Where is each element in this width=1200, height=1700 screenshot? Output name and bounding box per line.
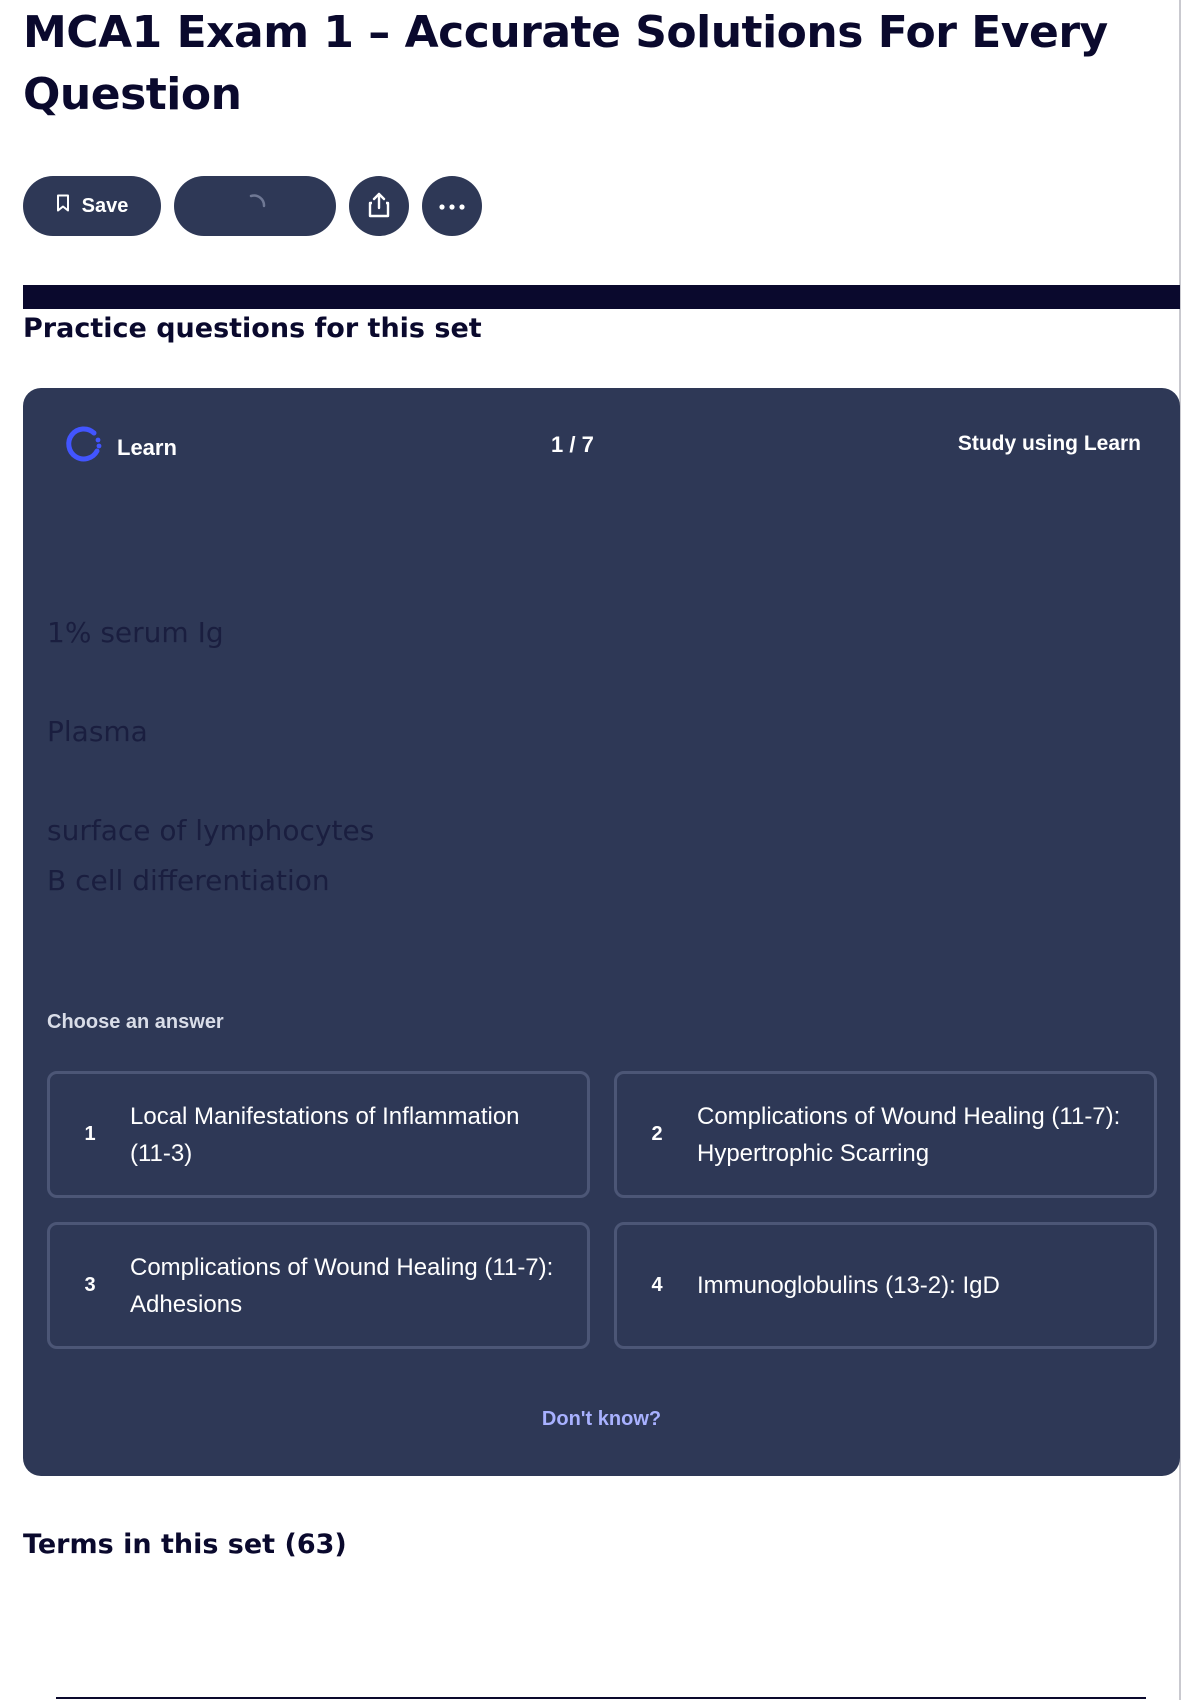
terms-divider xyxy=(56,1697,1146,1699)
learn-card xyxy=(23,388,1180,1476)
action-bar xyxy=(23,176,482,236)
study-using-learn-link[interactable]: Study using Learn xyxy=(957,432,1141,455)
answer-option-2[interactable] xyxy=(614,1071,1157,1198)
save-button-label: Save xyxy=(81,194,129,217)
question-prompt xyxy=(47,608,1147,906)
option-number: 1 xyxy=(84,1123,96,1145)
answer-option-3[interactable] xyxy=(47,1222,590,1349)
prompt-line: Plasma xyxy=(47,715,148,748)
learn-card-header xyxy=(61,423,1141,467)
page-title: MCA1 Exam 1 – Accurate Solutions For Every Question xyxy=(23,7,1108,120)
prompt-line: B cell differentiation xyxy=(47,864,330,897)
bookmark-icon xyxy=(56,194,70,218)
learn-icon xyxy=(61,423,105,472)
answer-option-4[interactable] xyxy=(614,1222,1157,1349)
save-button[interactable] xyxy=(23,176,161,236)
option-text: Local Manifestations of Inflammation (11-3) xyxy=(130,1102,520,1167)
more-horizontal-icon xyxy=(438,199,466,214)
option-text: Complications of Wound Healing (11-7): Hypertrophic Scarring xyxy=(697,1102,1121,1167)
question-progress: 1 / 7 xyxy=(551,432,594,457)
share-icon xyxy=(366,191,392,222)
dont-know-link[interactable]: Don't know? xyxy=(541,1408,662,1430)
spinner-icon xyxy=(242,192,268,221)
loading-button[interactable] xyxy=(174,176,336,236)
choose-answer-label: Choose an answer xyxy=(47,1011,224,1033)
learn-mode-text: Learn xyxy=(117,434,177,460)
prompt-line: surface of lymphocytes xyxy=(47,814,375,847)
share-button[interactable] xyxy=(349,176,409,236)
terms-heading: Terms in this set (63) xyxy=(23,1529,347,1560)
option-number: 3 xyxy=(84,1274,96,1296)
section-divider xyxy=(23,285,1180,309)
prompt-line: 1% serum Ig xyxy=(47,616,224,649)
option-number: 2 xyxy=(651,1123,663,1145)
answer-option-1[interactable] xyxy=(47,1071,590,1198)
option-text: Complications of Wound Healing (11-7): Adhesions xyxy=(130,1253,554,1318)
option-number: 4 xyxy=(651,1274,663,1296)
practice-questions-heading: Practice questions for this set xyxy=(23,313,482,344)
answer-options xyxy=(47,1071,1157,1349)
learn-mode-label xyxy=(61,423,177,472)
more-options-button[interactable] xyxy=(422,176,482,236)
option-text: Immunoglobulins (13-2): IgD xyxy=(697,1272,1000,1299)
